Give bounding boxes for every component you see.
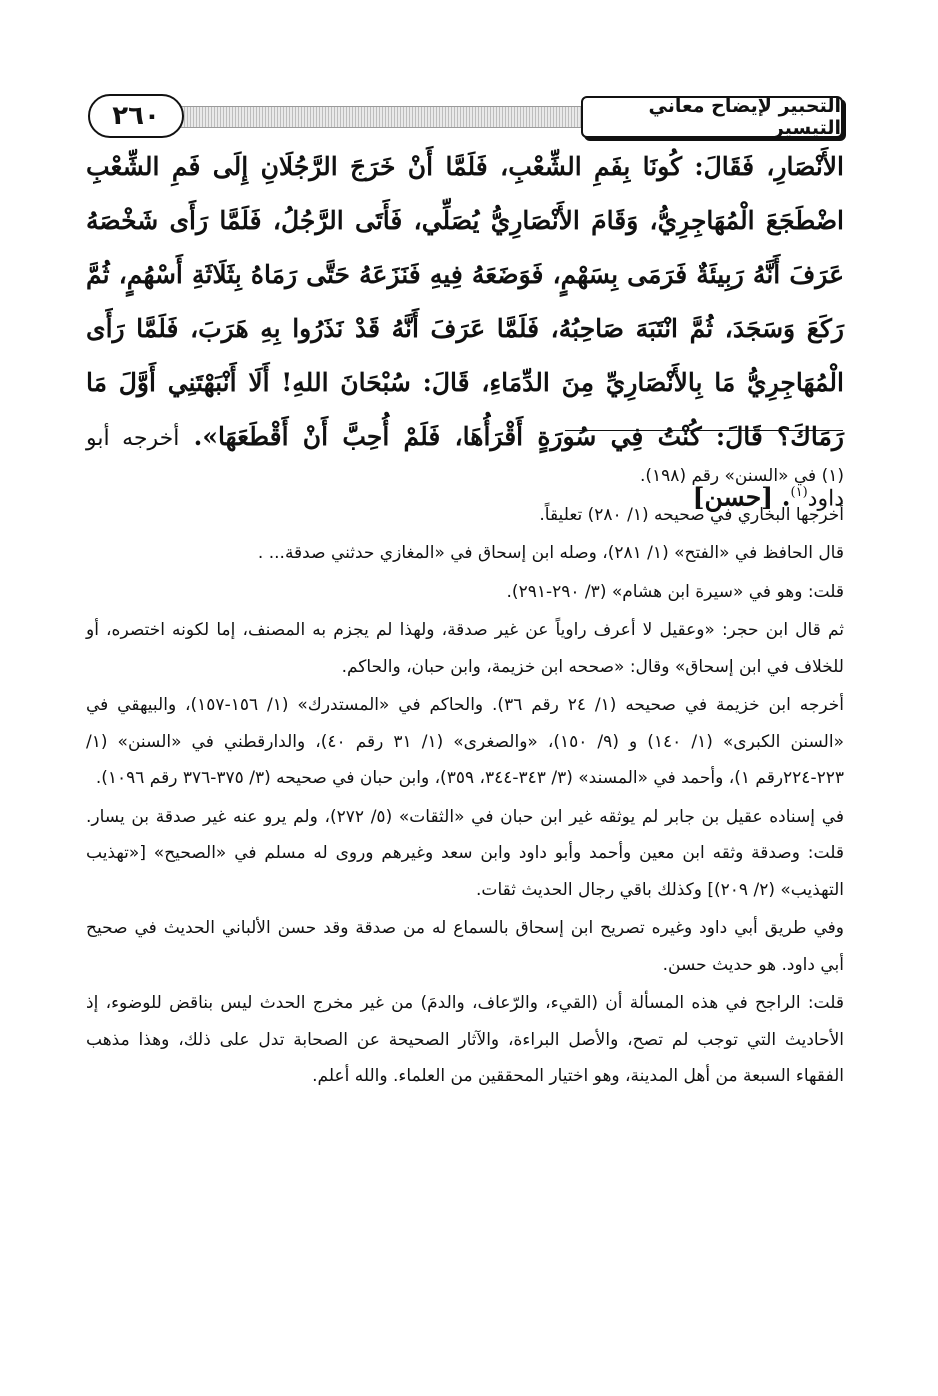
footnote-reference: (١) xyxy=(790,485,808,500)
hadith-text: الأَنْصَارِ، فَقَالَ: كُونَا بِفَمِ الشِّعْبِ، فَلَمَّا أَنْ خَرَجَ الرَّجُلَانِ إِلَى فَمِ الشِّعْبِ اضْطَجَعَ الْمُهَاجِرِيُّ، وَقَامَ الأَنْصَارِيُّ يُصَلِّي، فَأَتَى الرَّجُلُ، فَلَمَّا رَأَى شَخْصَهُ عَرَفَ أَنَّهُ رَبِيئَةٌ فَرَمَى بِسَهْمٍ، فَوَضَعَهُ فِيهِ فَنَزَعَهُ حَتَّى رَمَاهُ بِثَلَاثَةِ أَسْهُمٍ، ثُمَّ رَكَعَ وَسَجَدَ، ثُمَّ انْتَبَهَ صَاحِبُهُ، فَلَمَّا عَرَفَ أَنَّهُ قَدْ نَذَرُوا بِهِ هَرَبَ، فَلَمَّا رَأَى الْمُهَاجِرِيُّ مَا بِالأَنْصَارِيِّ مِنَ الدِّمَاءِ، قَالَ: سُبْحَانَ اللهِ! أَلَا أَنْبَهْتَنِي أَوَّلَ مَا رَمَاكَ؟ قَالَ: كُنْتُ فِي سُورَةٍ أَقْرَأُهَا، فَلَمْ أُحِبَّ أَنْ أَقْطَعَهَا». أخرجه أبو داود$^{(١)}$. [حسن] xyxy=(86,152,845,512)
hadith-source: أخرجه أبو داود xyxy=(86,426,844,512)
hadith-grade: [حسن] xyxy=(692,482,774,512)
footnote-paragraph: قلت: الراجح في هذه المسألة أن (القيء، والرّعاف، والدمَ) من غير مخرج الحدث ليس بناقض للوضوء، إذ الأحاديث التي توجب لم تصح، والأصل البراءة، والآثار الصحيحة عن الصحابة تدل على ذلك، وهذا مذهب الفقهاء السبعة من أهل المدينة، وهو اختيار المحققين من العلماء. والله أعلم. xyxy=(86,993,844,1086)
footnote-paragraph: ثم قال ابن حجر: «وعقيل لا أعرف راوياً عن غير صدقة، ولهذا لم يجزم به المصنف، إما لكونه اختصره، أو للخلاف في ابن إسحاق» وقال: «صححه ابن خزيمة، وابن حبان، والحاكم. xyxy=(86,620,844,677)
page-header xyxy=(88,94,843,140)
hadith-body: الأَنْصَارِ، فَقَالَ: كُونَا بِفَمِ الشِّعْبِ، فَلَمَّا أَنْ خَرَجَ الرَّجُلَانِ إِلَى فَمِ الشِّعْبِ اضْطَجَعَ الْمُهَاجِرِيُّ، وَقَامَ الأَنْصَارِيُّ يُصَلِّي، فَأَتَى الرَّجُلُ، فَلَمَّا رَأَى شَخْصَهُ عَرَفَ أَنَّهُ رَبِيئَةٌ فَرَمَى بِسَهْمٍ، فَوَضَعَهُ فِيهِ فَنَزَعَهُ حَتَّى رَمَاهُ بِثَلَاثَةِ أَسْهُمٍ، ثُمَّ رَكَعَ وَسَجَدَ، ثُمَّ انْتَبَهَ صَاحِبُهُ، فَلَمَّا عَرَفَ أَنَّهُ قَدْ نَذَرُوا بِهِ هَرَبَ، فَلَمَّا رَأَى الْمُهَاجِرِيُّ مَا بِالأَنْصَارِيِّ مِنَ الدِّمَاءِ، قَالَ: سُبْحَانَ اللهِ! أَلَا أَنْبَهْتَنِي أَوَّلَ مَا رَمَاكَ؟ قَالَ: كُنْتُ فِي سُورَةٍ أَقْرَأُهَا، فَلَمْ أُحِبَّ أَنْ أَقْطَعَهَا». xyxy=(86,152,845,451)
footnote-paragraph: وفي طريق أبي داود وغيره تصريح ابن إسحاق بالسماع له من صدقة وقد حسن الألباني الحديث في صحيح أبي داود. هو حديث حسن. xyxy=(86,918,844,975)
footnote-paragraph: (١) في «السنن» رقم (١٩٨). xyxy=(639,466,844,486)
footnote-paragraph: أخرجه ابن خزيمة في صحيحه (١/ ٢٤ رقم ٣٦). والحاكم في «المستدرك» (١/ ١٥٦-١٥٧)، والبيهقي في «السنن الكبرى» (١/ ١٤٠) و (٩/ ١٥٠)، «والصغرى» (١/ ٣١ رقم ٤٠)، والدارقطني في «السنن» (١/ ٢٢٣-٢٢٤رقم ١)، وأحمد في «المسند» (٣/ ٣٤٣-٣٤٤، ٣٥٩)، وابن حبان في صحيحه (٣/ ٣٧٥-٣٧٦ رقم ١٠٩٦). xyxy=(86,695,844,788)
footnotes xyxy=(86,458,844,1097)
page-number: ٢٦٠ xyxy=(88,94,184,138)
book-title: التحبير لإيضاح معاني التيسير xyxy=(581,96,843,138)
footnote-paragraph: قال الحافظ في «الفتح» (١/ ٢٨١)، وصله ابن إسحاق في «المغازي حدثني صدقة... . xyxy=(257,543,844,563)
footnote-separator xyxy=(565,430,843,431)
footnote-paragraph: في إسناده عقيل بن جابر لم يوثقه غير ابن حبان في «الثقات» (٥/ ٢٧٢)، ولم يرو عنه غير صدقة بن يسار. قلت: وصدقة وثقه ابن معين وأحمد وأبو داود وابن سعد وغيرهم وروى له مسلم في «الصحيح» [«تهذيب التهذيب» (٢/ ٢٠٩)] وكذلك باقي رجال الحديث ثقات. xyxy=(86,806,844,900)
footnote-paragraph: أخرجها البخاري في صحيحه (١/ ٢٨٠) تعليقاً. xyxy=(539,504,844,525)
footnote-paragraph: قلت: وهو في «سيرة ابن هشام» (٣/ ٢٩٠-٢٩١). xyxy=(506,581,844,602)
header-ornament-band xyxy=(178,106,581,128)
